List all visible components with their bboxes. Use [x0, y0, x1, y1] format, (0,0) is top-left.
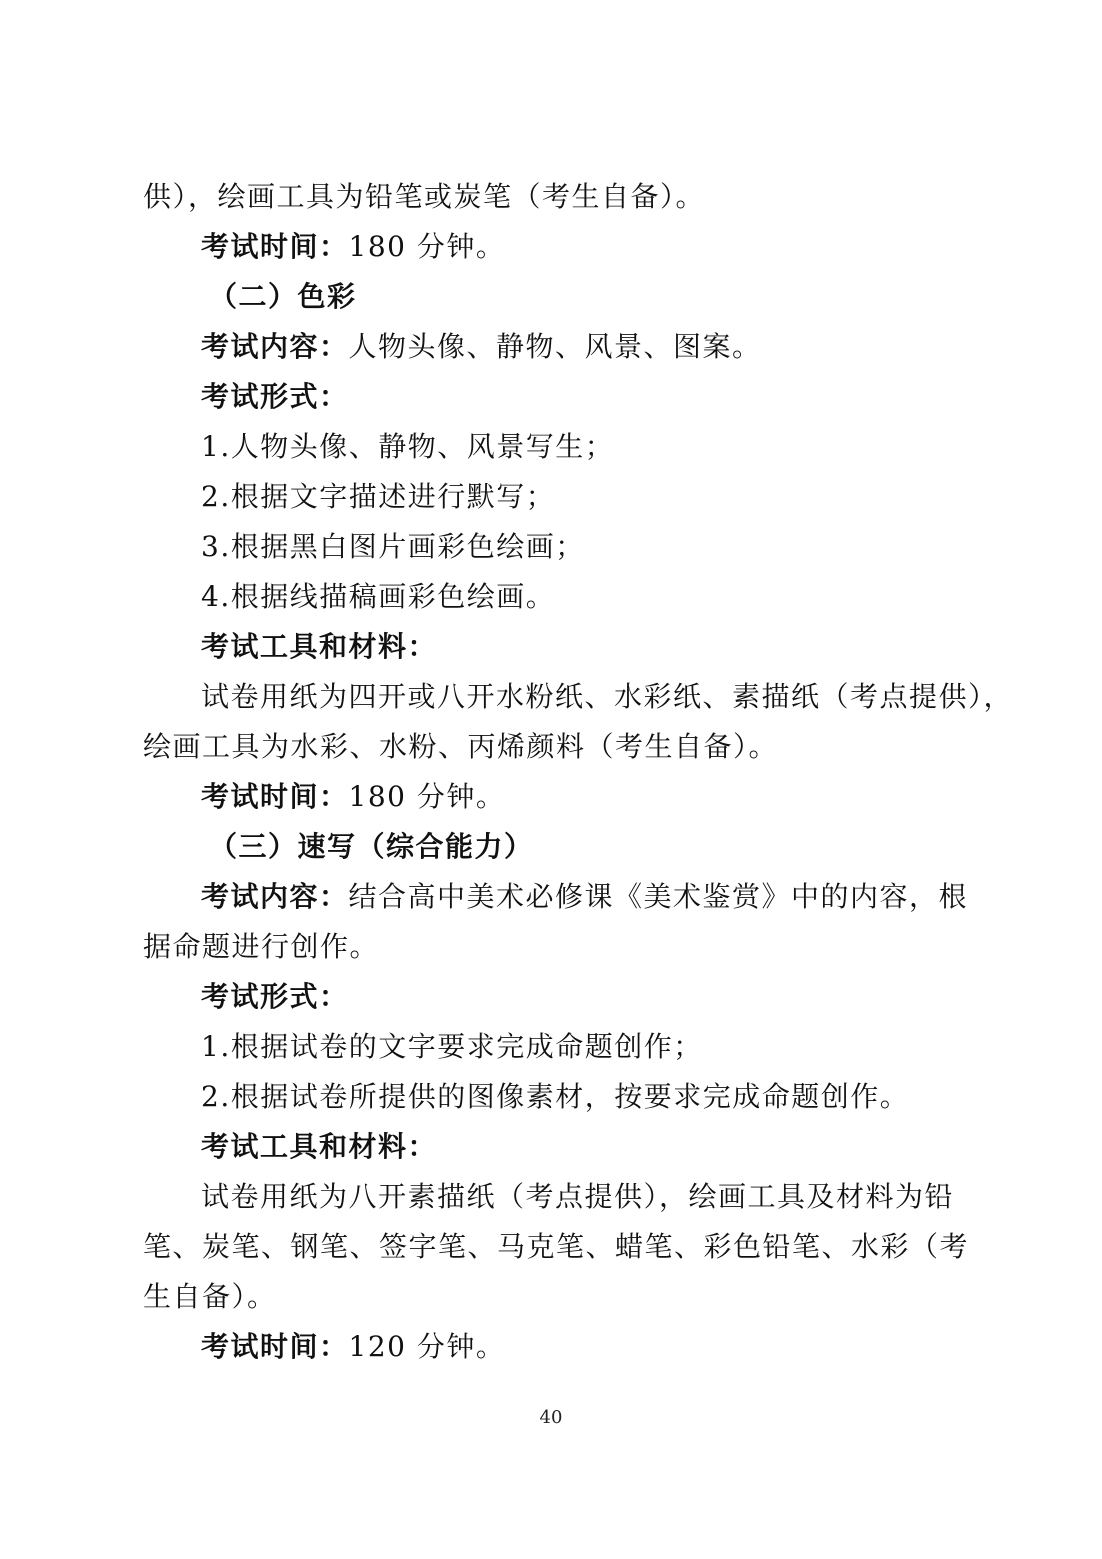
list-item-text: 3.根据黑白图片画彩色绘画； — [201, 530, 585, 563]
paragraph-text: 试卷用纸为四开或八开水粉纸、水彩纸、素描纸（考点提供）， — [201, 680, 1014, 713]
text-line — [143, 1272, 959, 1322]
exam-time-line — [143, 772, 959, 822]
field-value: 180 分钟。 — [348, 230, 506, 263]
list-item — [143, 522, 959, 572]
section-heading-sketch — [143, 822, 959, 872]
exam-time-line — [143, 222, 959, 272]
list-item — [143, 422, 959, 472]
list-item-text: 1.人物头像、静物、风景写生； — [201, 430, 615, 463]
field-label: 考试形式： — [201, 980, 349, 1013]
text-line — [143, 1172, 959, 1222]
paragraph-text: 供），绘画工具为铅笔或炭笔（考生自备）。 — [143, 180, 706, 213]
field-label: 考试形式： — [201, 380, 349, 413]
field-label: 考试工具和材料： — [201, 630, 438, 663]
paragraph-text: 生自备）。 — [143, 1280, 277, 1313]
list-item-text: 2.根据试卷所提供的图像素材，按要求完成命题创作。 — [201, 1080, 910, 1113]
section-heading-color — [143, 272, 959, 322]
field-label: 考试工具和材料： — [201, 1130, 438, 1163]
list-item-text: 4.根据线描稿画彩色绘画。 — [201, 580, 556, 613]
text-line — [143, 1222, 970, 1272]
paragraph-text: 绘画工具为水彩、水粉、丙烯颜料（考生自备）。 — [143, 730, 779, 763]
document-body — [143, 172, 1014, 1372]
list-item-text: 1.根据试卷的文字要求完成命题创作； — [201, 1030, 703, 1063]
list-item — [143, 572, 959, 622]
field-value: 120 分钟。 — [348, 1330, 506, 1363]
section-heading-text: （三）速写（综合能力） — [209, 830, 534, 863]
text-line — [143, 672, 1014, 722]
field-label: 考试内容： — [201, 330, 349, 363]
list-item — [143, 472, 959, 522]
exam-time-line — [143, 1322, 959, 1372]
field-value: 180 分钟。 — [348, 780, 506, 813]
page-number: 40 — [539, 1407, 563, 1428]
section-heading-text: （二）色彩 — [209, 280, 357, 313]
field-label: 考试内容： — [201, 880, 349, 913]
paragraph-text: 据命题进行创作。 — [143, 930, 380, 963]
list-item — [143, 1072, 959, 1122]
list-item-text: 2.根据文字描述进行默写； — [201, 480, 556, 513]
paragraph-text: 试卷用纸为八开素描纸（考点提供），绘画工具及材料为铅 — [201, 1180, 955, 1213]
text-line — [143, 172, 959, 222]
field-label: 考试时间： — [201, 1330, 349, 1363]
exam-format-line — [143, 972, 959, 1022]
exam-tools-line — [143, 1122, 959, 1172]
exam-tools-line — [143, 622, 959, 672]
paragraph-text: 笔、炭笔、钢笔、签字笔、马克笔、蜡笔、彩色铅笔、水彩（考 — [143, 1230, 970, 1263]
exam-format-line — [143, 372, 959, 422]
field-value: 结合高中美术必修课《美术鉴赏》中的内容，根 — [348, 880, 969, 913]
text-line — [143, 722, 959, 772]
text-line — [143, 922, 959, 972]
exam-content-line — [143, 872, 969, 922]
field-value: 人物头像、静物、风景、图案。 — [348, 330, 762, 363]
field-label: 考试时间： — [201, 780, 349, 813]
field-label: 考试时间： — [201, 230, 349, 263]
exam-content-line — [143, 322, 959, 372]
list-item — [143, 1022, 959, 1072]
